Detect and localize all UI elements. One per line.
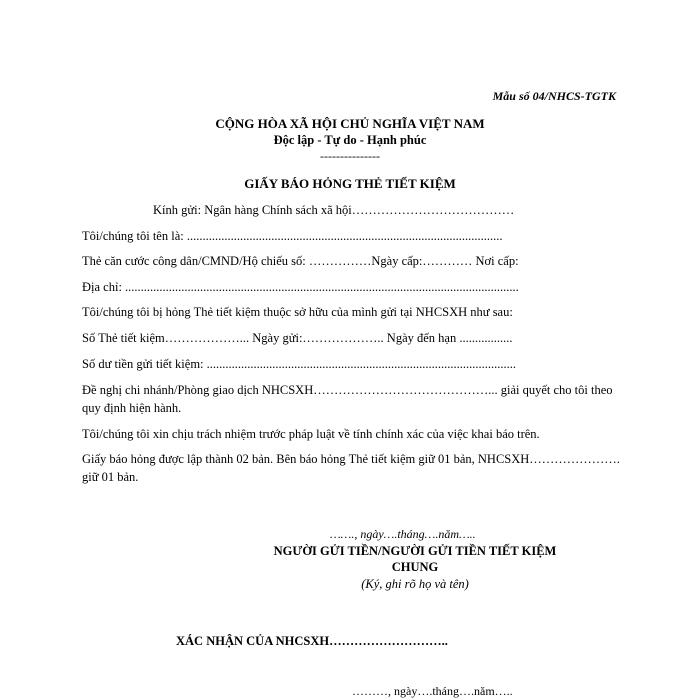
separator: ---------------	[320, 149, 380, 163]
form-code: Mẫu số 04/NHCS-TGTK	[492, 89, 616, 103]
name-line: Tôi/chúng tôi tên là: .....................................................................................................	[82, 229, 503, 243]
motto: Độc lập - Tự do - Hạnh phúc	[273, 133, 427, 147]
copies-paragraph: Giấy báo hỏng được lập thành 02 bản. Bên báo hỏng Thẻ tiết kiệm giữ 01 bản, NHCSXH…………………. giữ 01 bản.	[82, 452, 620, 484]
card-line: Số Thẻ tiết kiệm………………... Ngày gửi:……………….. Ngày đến hạn .................	[82, 331, 513, 345]
signature-date: ……., ngày….tháng….năm…..	[330, 527, 476, 541]
confirmation-date: ………, ngày….tháng….năm…..	[352, 684, 513, 698]
balance-line: Số dư tiền gửi tiết kiệm: ...................................................................................................	[82, 357, 517, 371]
addressee-line: Kính gửi: Ngân hàng Chính sách xã hội…………………………………	[153, 203, 515, 217]
document-title: GIẤY BÁO HỎNG THẺ TIẾT KIỆM	[244, 176, 456, 191]
signature-note: (Ký, ghi rõ họ và tên)	[361, 577, 469, 591]
national-title: CỘNG HÒA XÃ HỘI CHỦ NGHĨA VIỆT NAM	[215, 116, 485, 131]
responsibility-line: Tôi/chúng tôi xin chịu trách nhiệm trước pháp luật về tính chính xác của việc khai báo trên.	[82, 427, 540, 441]
address-line: Địa chỉ: ..............................................................................................................................	[82, 280, 519, 294]
id-line: Thẻ căn cước công dân/CMND/Hộ chiếu số: ……………Ngày cấp:………… Nơi cấp:	[82, 254, 519, 268]
statement-line: Tôi/chúng tôi bị hỏng Thẻ tiết kiệm thuộc sở hữu của mình gửi tại NHCSXH như sau:	[82, 305, 513, 319]
confirmation-label: XÁC NHẬN CỦA NHCSXH………………………..	[176, 634, 448, 648]
signature-title: NGƯỜI GỬI TIỀN/NGƯỜI GỬI TIỀN TIẾT KIỆM CHUNG	[273, 544, 557, 574]
request-paragraph: Đề nghị chi nhánh/Phòng giao dịch NHCSXH……………………………………... giải quyết cho tôi theo quy định hiện hành.	[82, 383, 613, 415]
